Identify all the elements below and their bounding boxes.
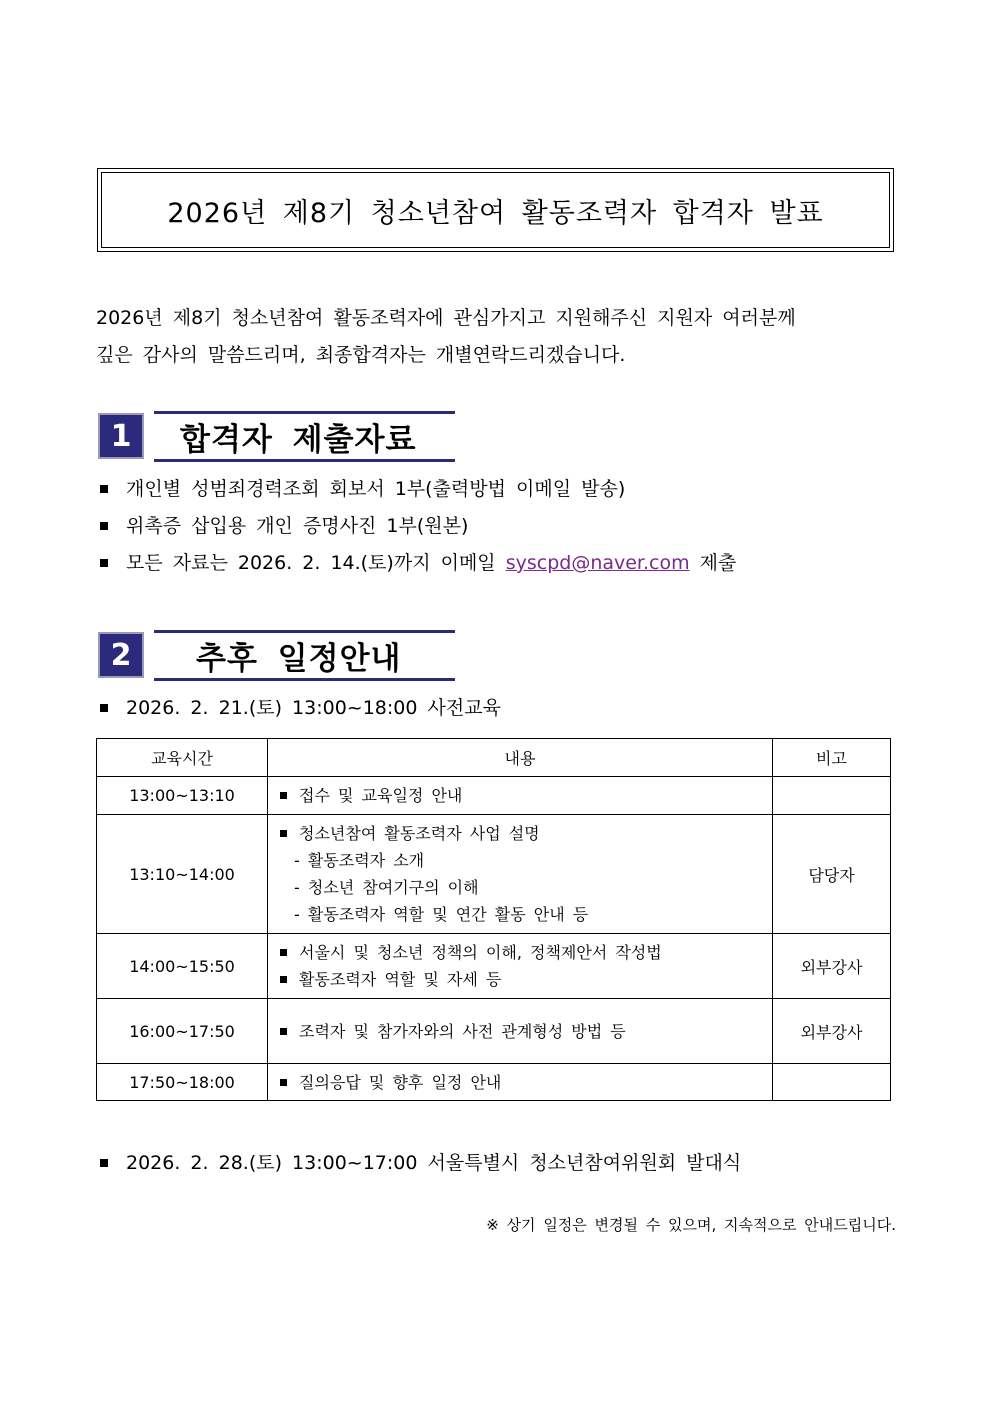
row-time: 17:50~18:00 (97, 1064, 268, 1101)
section-2-number: 2 (98, 632, 144, 678)
bullet-square-icon (280, 830, 287, 837)
section-1-rule-bottom (154, 459, 455, 462)
table-header-row (97, 739, 891, 777)
intro-line-2: 깊은 감사의 말씀드리며, 최종합격자는 개별연락드리겠습니다. (96, 344, 626, 366)
row-note: 외부강사 (773, 934, 891, 999)
row-note (773, 777, 891, 815)
deadline-text: 모든 자료는 2026. 2. 14.(토)까지 이메일 (126, 552, 506, 574)
row-time: 13:00~13:10 (97, 777, 268, 815)
row-content: 접수 및 교육일정 안내 (268, 777, 773, 815)
bullet-square-icon (280, 976, 287, 983)
bullet-square-icon (100, 559, 108, 567)
section-2-heading: 추후 일정안내 (196, 641, 402, 677)
footnote: ※ 상기 일정은 변경될 수 있으며, 지속적으로 안내드립니다. (486, 1216, 896, 1234)
row-time: 16:00~17:50 (97, 999, 268, 1064)
section-1-number: 1 (98, 413, 144, 459)
bullet-square-icon (100, 485, 108, 493)
list-item: 위촉증 삽입용 개인 증명사진 1부(원본) (100, 508, 736, 545)
intro-paragraph (96, 300, 906, 374)
row-time: 14:00~15:50 (97, 934, 268, 999)
bullet-square-icon (100, 1159, 108, 1167)
title-box (97, 168, 894, 252)
submit-text: 제출 (689, 552, 737, 574)
section-1-list (100, 471, 736, 582)
row-content: 조력자 및 참가자와의 사전 관계형성 방법 등 (268, 999, 773, 1064)
table-row (97, 934, 891, 999)
bullet-square-icon (280, 1079, 287, 1086)
section-2-rule-bottom (154, 678, 455, 681)
bullet-square-icon (280, 949, 287, 956)
row-note (773, 1064, 891, 1101)
bullet-square-icon (280, 792, 287, 799)
row-content: 청소년참여 활동조력자 사업 설명 - 활동조력자 소개 - 청소년 참여기구의 이해 - 활동조력자 역할 및 연간 활동 안내 등 (268, 815, 773, 934)
table-row (97, 999, 891, 1064)
table-row (97, 1064, 891, 1101)
section-2-event-2 (100, 1145, 741, 1182)
list-item: 2026. 2. 28.(토) 13:00~17:00 서울특별시 청소년참여위원회 발대식 (100, 1145, 741, 1182)
list-item: 개인별 성범죄경력조회 회보서 1부(출력방법 이메일 발송) (100, 471, 736, 508)
bullet-square-icon (280, 1028, 287, 1035)
section-2-rule-top (154, 630, 455, 633)
row-content: 질의응답 및 향후 일정 안내 (268, 1064, 773, 1101)
header-content: 내용 (268, 739, 773, 777)
table-row (97, 815, 891, 934)
row-note: 외부강사 (773, 999, 891, 1064)
section-1-heading: 합격자 제출자료 (180, 422, 417, 458)
page-title: 2026년 제8기 청소년참여 활동조력자 합격자 발표 (101, 172, 890, 248)
row-content: 서울시 및 청소년 정책의 이해, 정책제안서 작성법 활동조력자 역할 및 자세 등 (268, 934, 773, 999)
email-link[interactable]: syscpd@naver.com (505, 552, 690, 574)
list-item (100, 545, 736, 582)
section-2-event-1 (100, 690, 501, 727)
bullet-square-icon (100, 522, 108, 530)
section-1-rule-top (154, 411, 455, 414)
table-row (97, 777, 891, 815)
header-time: 교육시간 (97, 739, 268, 777)
schedule-table (96, 738, 891, 1101)
bullet-square-icon (100, 704, 108, 712)
intro-line-1: 2026년 제8기 청소년참여 활동조력자에 관심가지고 지원해주신 지원자 여러분께 (96, 307, 796, 329)
header-note: 비고 (773, 739, 891, 777)
row-note: 담당자 (773, 815, 891, 934)
list-item: 2026. 2. 21.(토) 13:00~18:00 사전교육 (100, 690, 501, 727)
row-time: 13:10~14:00 (97, 815, 268, 934)
